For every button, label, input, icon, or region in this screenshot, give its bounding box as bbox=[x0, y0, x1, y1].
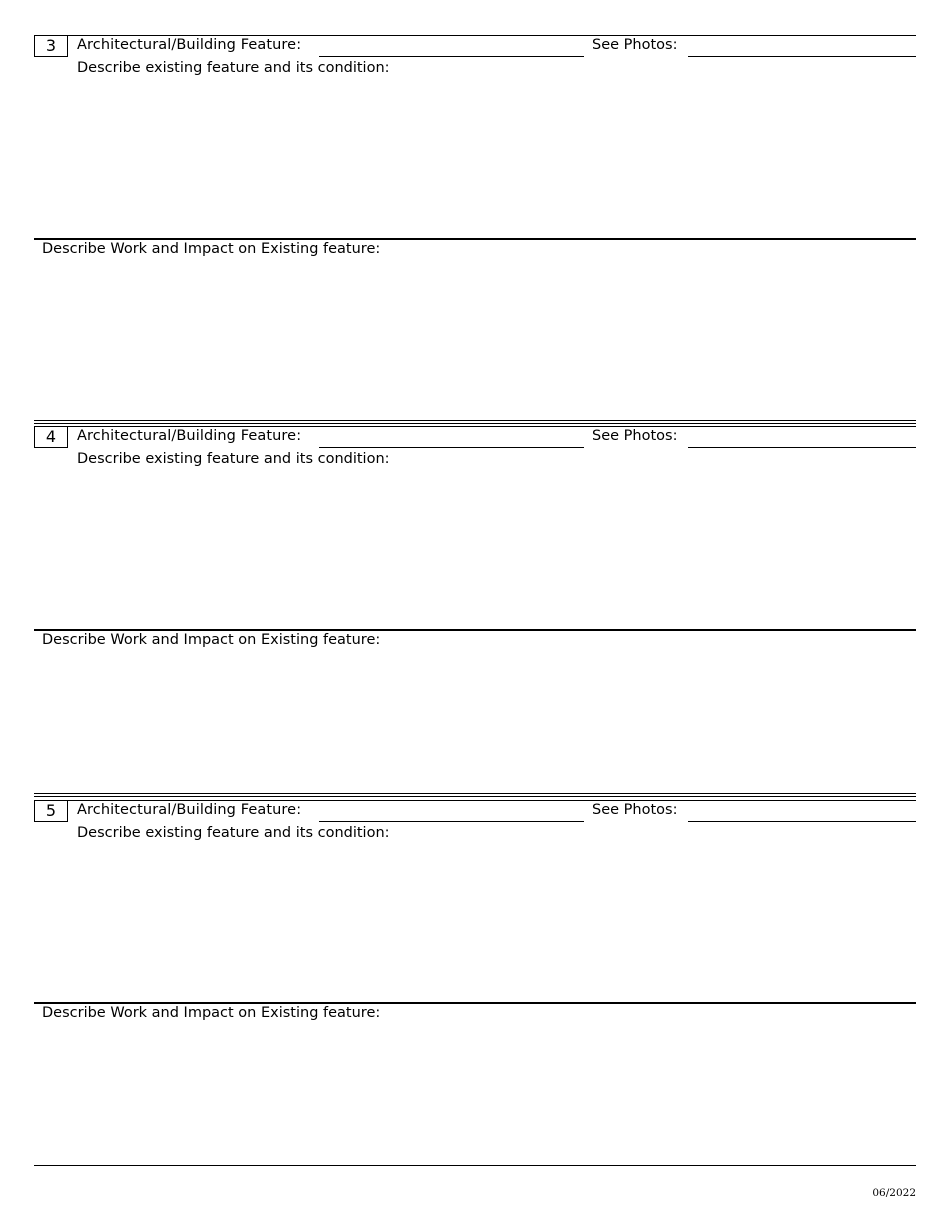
work-label: Describe Work and Impact on Existing feature: bbox=[42, 241, 381, 257]
see-photos-label: See Photos: bbox=[592, 428, 678, 444]
work-label: Describe Work and Impact on Existing feature: bbox=[42, 632, 381, 648]
see-photos-label: See Photos: bbox=[592, 37, 678, 53]
section-double-rule bbox=[34, 420, 916, 424]
condition-label: Describe existing feature and its condition: bbox=[77, 451, 390, 467]
feature-field[interactable] bbox=[319, 426, 584, 448]
work-label: Describe Work and Impact on Existing feature: bbox=[42, 1005, 381, 1021]
condition-textarea[interactable] bbox=[77, 79, 916, 235]
condition-textarea[interactable] bbox=[77, 844, 916, 1000]
see-photos-field[interactable] bbox=[688, 426, 916, 448]
section-number: 5 bbox=[34, 800, 68, 822]
see-photos-label: See Photos: bbox=[592, 802, 678, 818]
condition-label: Describe existing feature and its condition: bbox=[77, 60, 390, 76]
feature-label: Architectural/Building Feature: bbox=[77, 428, 302, 444]
feature-label: Architectural/Building Feature: bbox=[77, 802, 302, 818]
see-photos-field[interactable] bbox=[688, 35, 916, 57]
bottom-rule bbox=[34, 1165, 916, 1166]
condition-label: Describe existing feature and its condition: bbox=[77, 825, 390, 841]
feature-field[interactable] bbox=[319, 800, 584, 822]
condition-textarea[interactable] bbox=[77, 470, 916, 626]
see-photos-field[interactable] bbox=[688, 800, 916, 822]
feature-label: Architectural/Building Feature: bbox=[77, 37, 302, 53]
work-textarea[interactable] bbox=[42, 1026, 916, 1158]
section-number: 3 bbox=[34, 35, 68, 57]
feature-field[interactable] bbox=[319, 35, 584, 57]
section-number: 4 bbox=[34, 426, 68, 448]
revision-date: 06/2022 bbox=[872, 1187, 916, 1199]
work-textarea[interactable] bbox=[42, 262, 916, 412]
section-double-rule bbox=[34, 793, 916, 797]
work-textarea[interactable] bbox=[42, 653, 916, 785]
